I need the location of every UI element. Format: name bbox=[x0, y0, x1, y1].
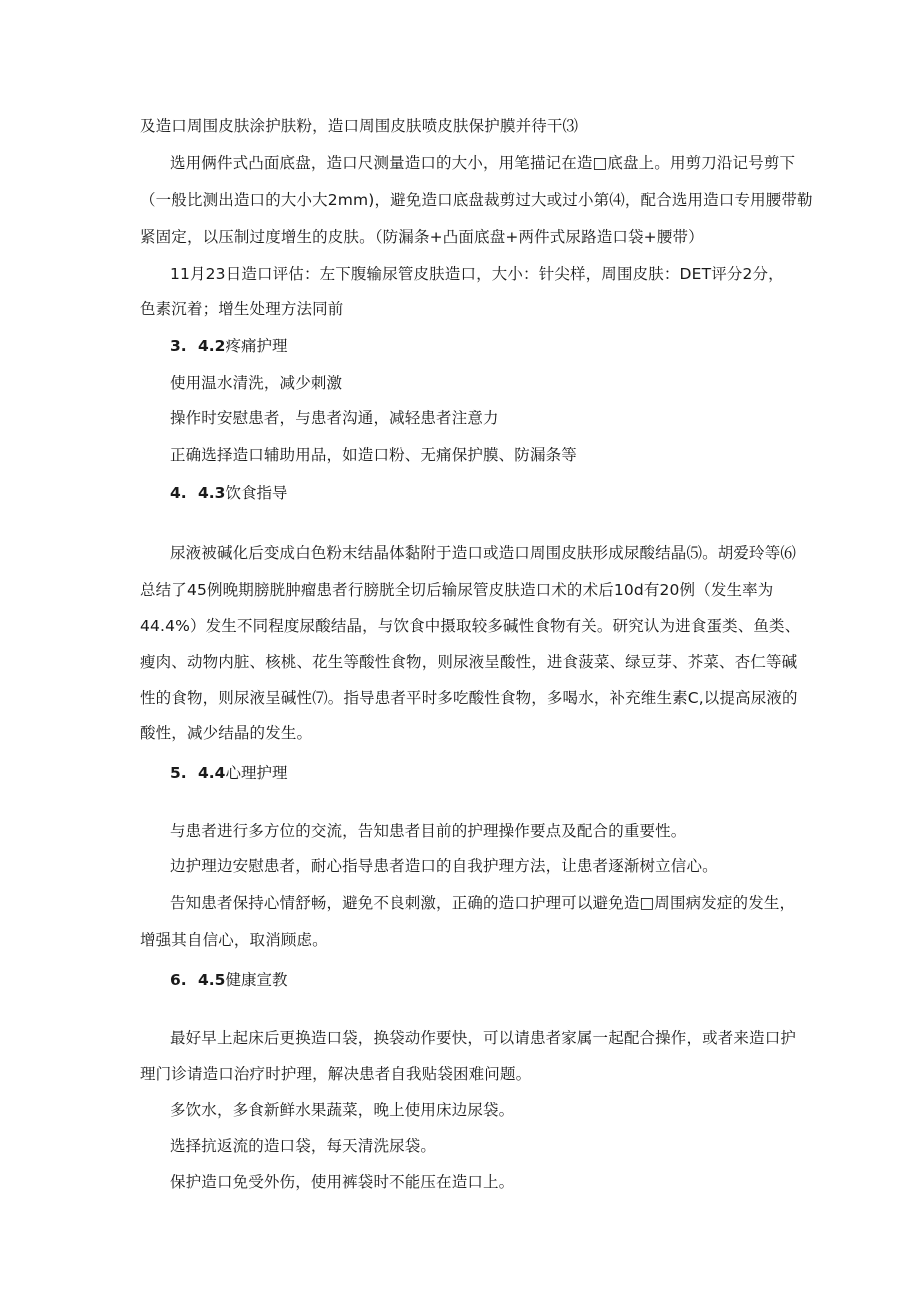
subsection-number: 4.5 bbox=[198, 971, 226, 989]
list-item: 多饮水，多食新鲜水果蔬菜，晚上使用床边尿袋。 bbox=[170, 1101, 515, 1119]
paragraph-line: （一般比测出造口的大小大2mm)，避免造口底盘裁剪过大或过小第⑷，配合选用造口专用腰带勒 bbox=[140, 191, 813, 209]
section-heading bbox=[170, 763, 287, 783]
section-number: 6. bbox=[170, 971, 187, 989]
paragraph-line: 增强其自信心，取消顾虑。 bbox=[140, 931, 328, 949]
list-item: 边护理边安慰患者，耐心指导患者造口的自我护理方法，让患者逐渐树立信心。 bbox=[170, 857, 718, 875]
section-number: 4. bbox=[170, 484, 187, 502]
section-heading bbox=[170, 336, 287, 356]
list-item: 选择抗返流的造口袋，每天清洗尿袋。 bbox=[170, 1137, 437, 1155]
list-item: 保护造口免受外伤，使用裤袋时不能压在造口上。 bbox=[170, 1173, 515, 1191]
list-item: 与患者进行多方位的交流，告知患者目前的护理操作要点及配合的重要性。 bbox=[170, 822, 687, 840]
paragraph-line: 尿液被碱化后变成白色粉末结晶体黏附于造口或造口周围皮肤形成尿酸结晶⑸。胡爱玲等⑹ bbox=[170, 544, 797, 562]
list-item: 使用温水清洗，减少刺激 bbox=[170, 374, 343, 392]
paragraph-line: 总结了45例晚期膀胱肿瘤患者行膀胱全切后输尿管皮肤造口术的术后10d有20例（发生率为 bbox=[140, 581, 774, 599]
paragraph-line: 最好早上起床后更换造口袋，换袋动作要快，可以请患者家属一起配合操作，或者来造口护 bbox=[170, 1029, 797, 1047]
paragraph-line: 告知患者保持心情舒畅，避免不良刺激，正确的造口护理可以避免造□周围病发症的发生， bbox=[170, 894, 796, 912]
list-item: 正确选择造口辅助用品，如造口粉、无痛保护膜、防漏条等 bbox=[170, 446, 577, 464]
section-heading bbox=[170, 970, 287, 990]
section-number: 5. bbox=[170, 764, 187, 782]
section-title: 心理护理 bbox=[225, 764, 288, 782]
paragraph-line: 选用俩件式凸面底盘，造口尺测量造口的大小，用笔描记在造□底盘上。用剪刀沿记号剪下 bbox=[170, 154, 796, 172]
paragraph-line: 性的食物，则尿液呈碱性⑺。指导患者平时多吃酸性食物，多喝水，补充维生素C,以提高尿液的 bbox=[140, 689, 798, 707]
section-number: 3. bbox=[170, 337, 187, 355]
paragraph-line: 瘦肉、动物内脏、核桃、花生等酸性食物，则尿液呈酸性，进食菠菜、绿豆芽、芥菜、杏仁等碱 bbox=[140, 653, 798, 671]
subsection-number: 4.3 bbox=[198, 484, 226, 502]
section-title: 健康宣教 bbox=[225, 971, 288, 989]
paragraph-line: 色素沉着；增生处理方法同前 bbox=[140, 300, 344, 318]
paragraph-line: 及造口周围皮肤涂护肤粉，造口周围皮肤喷皮肤保护膜并待干⑶ bbox=[140, 117, 579, 135]
paragraph-line: 紧固定，以压制过度增生的皮肤。（防漏条+凸面底盘+两件式尿路造口袋+腰带） bbox=[140, 228, 704, 246]
subsection-number: 4.4 bbox=[198, 764, 226, 782]
list-item: 操作时安慰患者，与患者沟通，减轻患者注意力 bbox=[170, 409, 499, 427]
section-title: 疼痛护理 bbox=[225, 337, 288, 355]
paragraph-line: 理门诊请造口治疗时护理，解决患者自我贴袋困难问题。 bbox=[140, 1065, 532, 1083]
subsection-number: 4.2 bbox=[198, 337, 226, 355]
paragraph-line: 11月23日造口评估：左下腹输尿管皮肤造口，大小：针尖样，周围皮肤：DET评分2分， bbox=[170, 265, 784, 283]
paragraph-line: 44.4%）发生不同程度尿酸结晶，与饮食中摄取较多碱性食物有关。研究认为进食蛋类、鱼类、 bbox=[140, 617, 801, 635]
section-heading bbox=[170, 483, 287, 503]
section-title: 饮食指导 bbox=[225, 484, 288, 502]
paragraph-line: 酸性，减少结晶的发生。 bbox=[140, 724, 313, 742]
